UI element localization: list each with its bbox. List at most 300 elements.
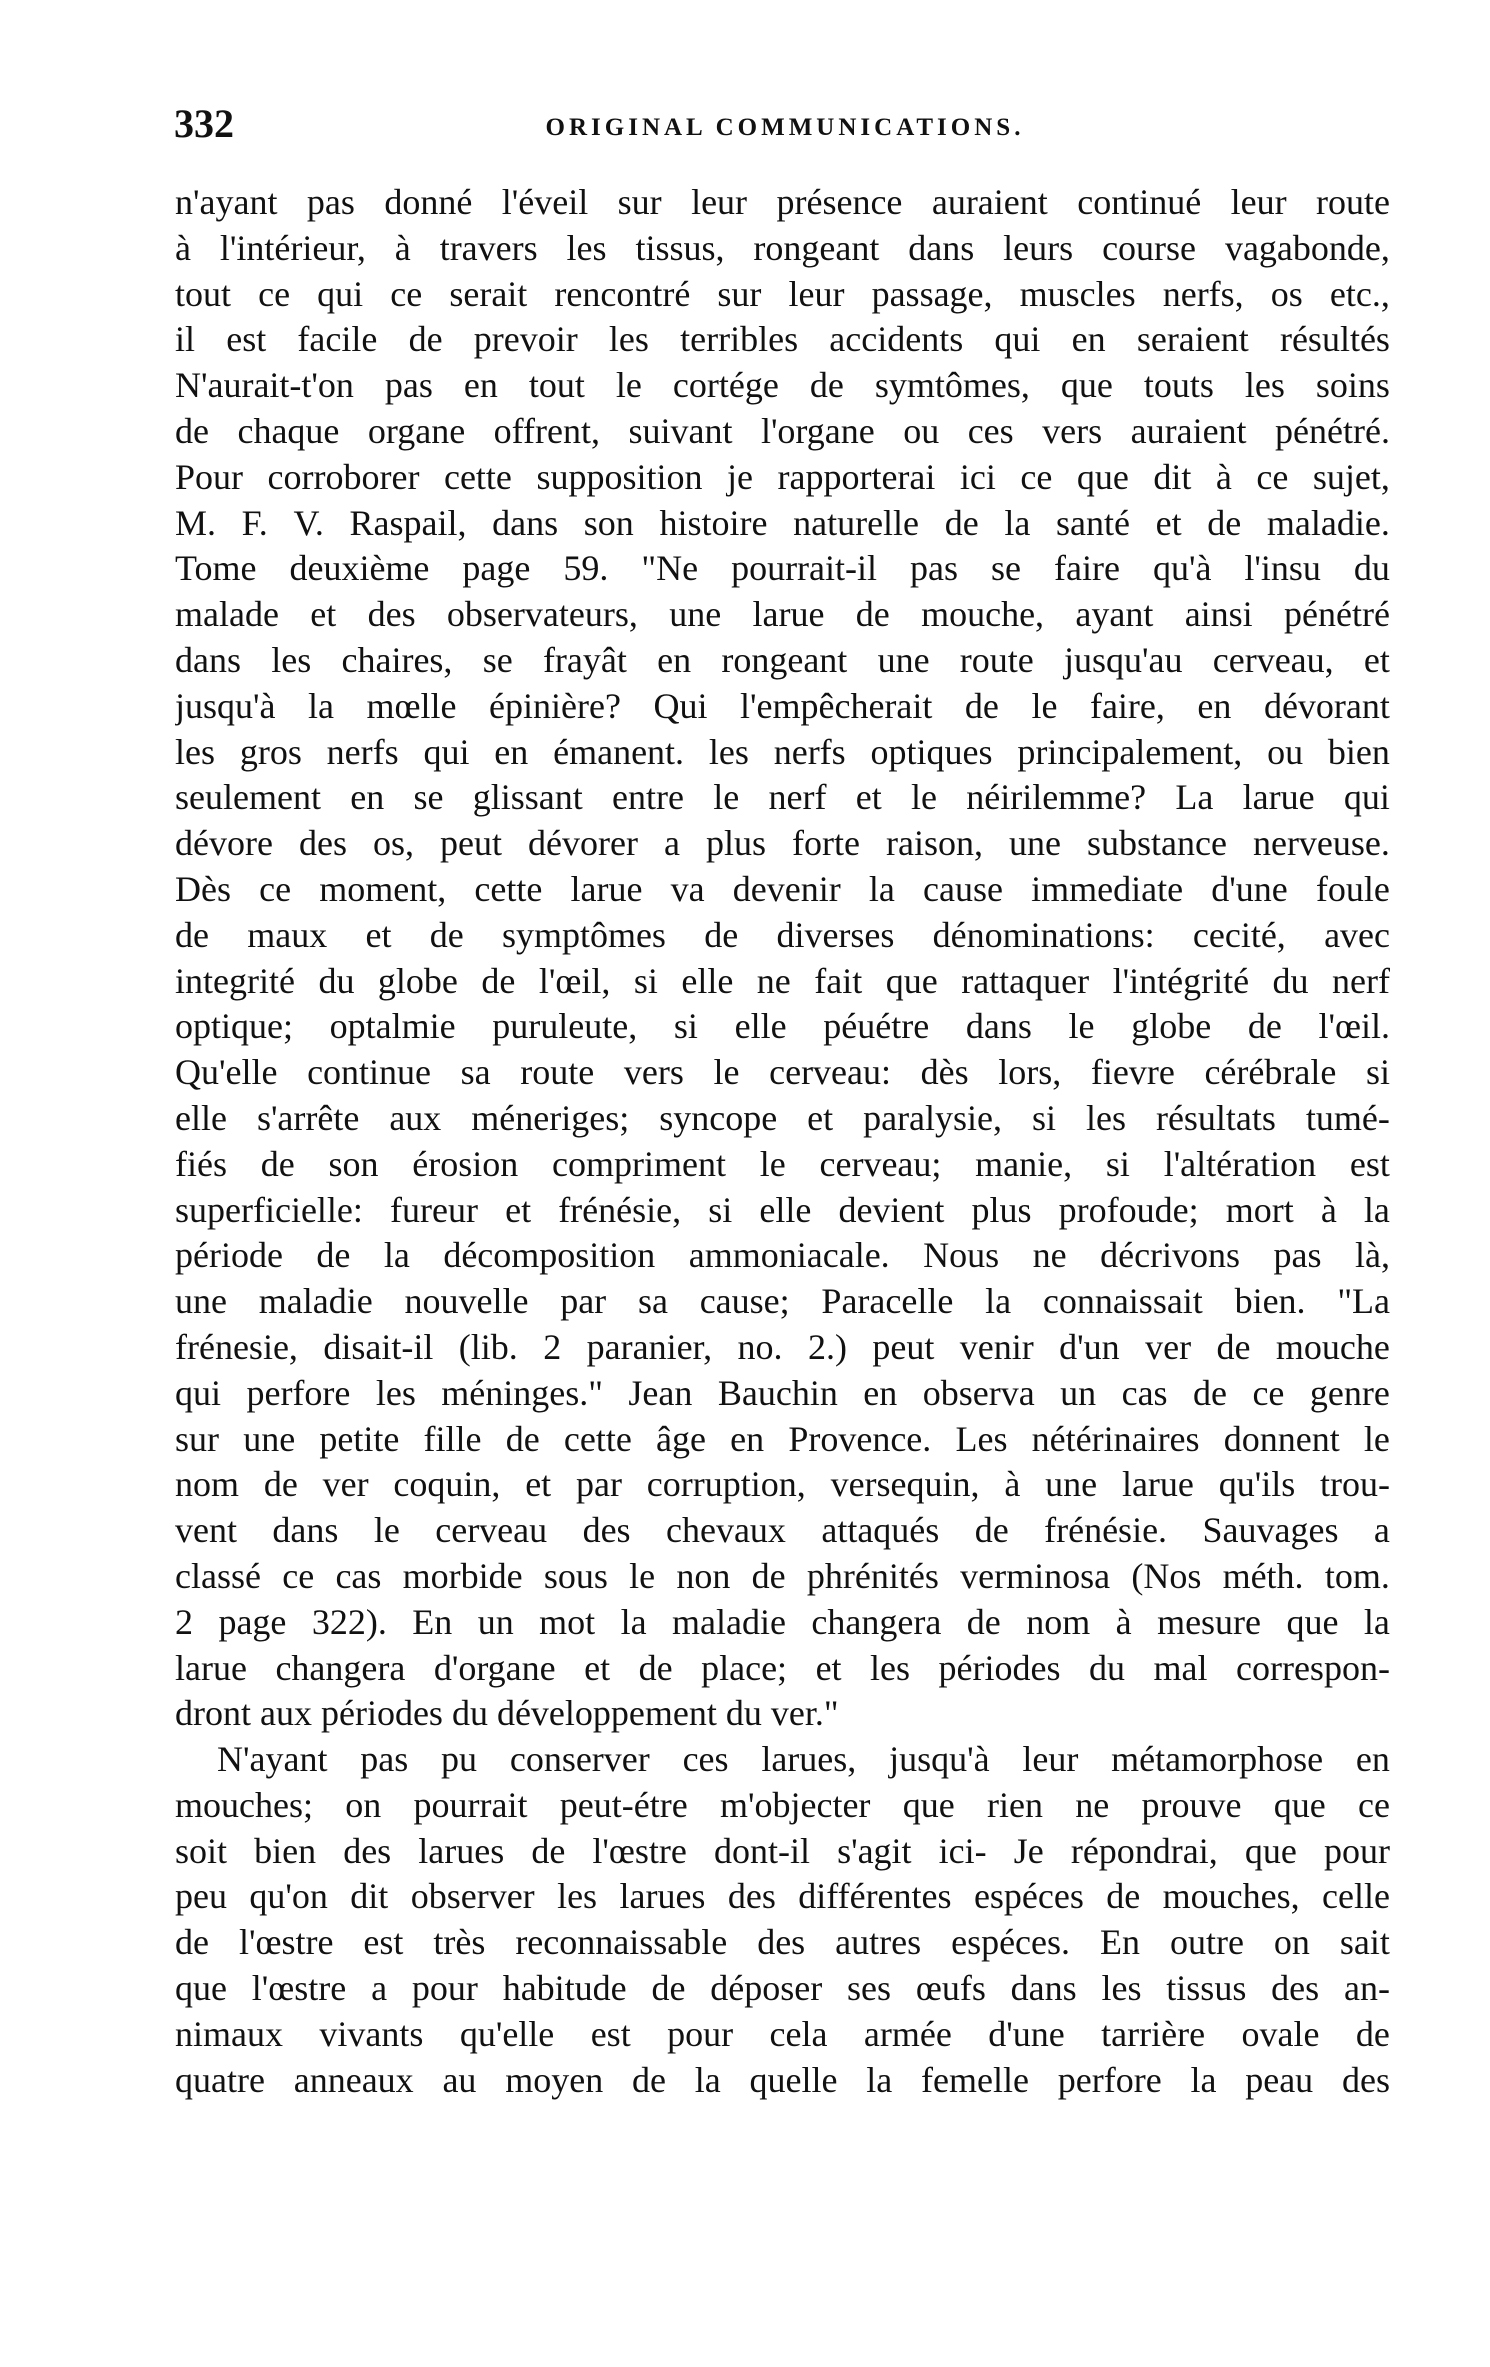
- word: etc.,: [1329, 273, 1390, 314]
- word: qu'à: [1152, 548, 1212, 589]
- word: changera: [811, 1601, 942, 1642]
- word: ammoniacale.: [688, 1235, 890, 1276]
- word: pas: [910, 548, 959, 589]
- word: dans: [1010, 1968, 1077, 2009]
- word: s'arrête: [256, 1097, 360, 1138]
- word: que: [1244, 1830, 1297, 1871]
- word: F.: [241, 502, 268, 543]
- word: sous: [543, 1555, 608, 1596]
- word: le: [1031, 685, 1058, 726]
- word: route: [1316, 182, 1390, 222]
- word: ce: [1358, 1784, 1390, 1825]
- word: leur: [691, 182, 748, 222]
- word: pour: [1323, 1830, 1390, 1871]
- word: la: [1004, 502, 1031, 543]
- word: de: [429, 914, 464, 955]
- word: les: [708, 731, 749, 772]
- word: présence: [776, 182, 903, 222]
- word: sa: [637, 1281, 668, 1322]
- word: immediate: [1031, 868, 1184, 909]
- word: dénominations:: [932, 914, 1155, 955]
- word: quelle: [749, 2059, 838, 2100]
- word: nouvelle: [404, 1281, 529, 1322]
- word: espéces.: [951, 1922, 1071, 1963]
- word: dans: [492, 502, 559, 543]
- word: que: [1076, 456, 1129, 497]
- text-line: [175, 1142, 1390, 1188]
- word: épinière?: [489, 685, 621, 726]
- word: touts: [1143, 365, 1214, 406]
- word: ces: [967, 410, 1014, 451]
- word: en: [494, 731, 529, 772]
- word: s'agit: [837, 1830, 912, 1871]
- word: dront: [175, 1693, 251, 1734]
- word: frénesie,: [175, 1326, 298, 1367]
- word: de: [638, 1647, 673, 1688]
- word: âge: [656, 1418, 706, 1459]
- word: cas: [335, 1555, 382, 1596]
- word: en: [657, 639, 692, 680]
- text-line: [175, 1554, 1390, 1600]
- word: l'insu: [1244, 548, 1321, 589]
- word: ce: [1252, 1372, 1285, 1413]
- text-line: [175, 1004, 1390, 1050]
- word: la: [866, 2059, 893, 2100]
- word: fille: [423, 1418, 482, 1459]
- word: Bauchin: [717, 1372, 838, 1413]
- text-line: [175, 1417, 1390, 1463]
- word: les: [557, 1876, 598, 1917]
- word: que: [1286, 1601, 1339, 1642]
- word: dont-il: [713, 1830, 810, 1871]
- word: Les: [955, 1418, 1008, 1459]
- text-line: [175, 2012, 1390, 2058]
- word: se: [482, 639, 513, 680]
- word: optique;: [175, 1006, 293, 1047]
- word: seraient: [1136, 319, 1249, 360]
- word: ovale: [1241, 2013, 1320, 2054]
- word: peu: [175, 1876, 227, 1917]
- word: qui: [1343, 777, 1390, 818]
- word: dans: [175, 639, 241, 680]
- word: période: [175, 1235, 283, 1276]
- word: continué: [1077, 182, 1202, 222]
- text-line: [175, 1737, 1390, 1783]
- word: du: [1353, 548, 1390, 589]
- word: le: [373, 1510, 400, 1551]
- word: nom: [1026, 1601, 1091, 1642]
- word: suivant: [628, 410, 733, 451]
- word: symtômes,: [874, 365, 1030, 406]
- word: au: [442, 2059, 477, 2100]
- word: larues,: [761, 1739, 857, 1780]
- word: du: [318, 960, 355, 1001]
- word: l'empêcherait: [740, 685, 933, 726]
- word: la: [308, 685, 334, 726]
- word: mouche: [1275, 1326, 1390, 1367]
- word: les: [566, 227, 607, 268]
- word: page: [462, 548, 531, 589]
- word: Nous: [923, 1235, 1000, 1276]
- word: l'organe: [760, 410, 875, 451]
- word: organe: [367, 410, 466, 451]
- page-header: [170, 100, 1400, 160]
- word: versequin,: [830, 1464, 980, 1505]
- word: à: [1004, 1464, 1021, 1505]
- word: autres: [835, 1922, 922, 1963]
- word: entre: [612, 777, 684, 818]
- word: ou: [903, 410, 940, 451]
- word: le: [629, 1555, 656, 1596]
- word: compriment: [552, 1143, 726, 1184]
- word: vent: [175, 1510, 237, 1551]
- word: des: [582, 1510, 631, 1551]
- word: principalement,: [1017, 731, 1243, 772]
- word: observateurs,: [446, 594, 638, 635]
- text-line: [175, 363, 1390, 409]
- word: bien.: [1234, 1281, 1306, 1322]
- word: il: [175, 319, 196, 360]
- text-line: [175, 1050, 1390, 1096]
- word: 2: [543, 1326, 562, 1367]
- word: des: [367, 594, 416, 635]
- word: de: [964, 685, 999, 726]
- word: dévorant: [1263, 685, 1390, 726]
- word: une: [1008, 823, 1061, 864]
- word: qu'on: [249, 1876, 328, 1917]
- word: tarrière: [1101, 2013, 1206, 2054]
- word: sur: [617, 182, 662, 222]
- word: Paracelle: [821, 1281, 954, 1322]
- text-line: [175, 1233, 1390, 1279]
- word: Qu'elle: [175, 1052, 278, 1093]
- word: elle: [734, 1006, 787, 1047]
- text-line: [175, 180, 1390, 226]
- word: pourrait-il: [731, 548, 878, 589]
- word: fievre: [1090, 1052, 1175, 1093]
- word: différentes: [798, 1876, 952, 1917]
- word: de: [751, 1555, 786, 1596]
- word: qui: [317, 273, 364, 314]
- word: optiques: [870, 731, 993, 772]
- word: puruleute,: [492, 1006, 638, 1047]
- word: de: [966, 1601, 1001, 1642]
- word: de: [809, 365, 844, 406]
- word: femelle: [921, 2059, 1029, 2100]
- word: d'une: [1211, 868, 1288, 909]
- word: "La: [1337, 1281, 1390, 1322]
- word: cerveau: [435, 1510, 548, 1551]
- word: sa: [460, 1052, 491, 1093]
- word: tout: [528, 365, 585, 406]
- word: par: [560, 1281, 607, 1322]
- word: facile: [297, 319, 378, 360]
- word: de: [408, 319, 443, 360]
- word: paranier,: [586, 1326, 713, 1367]
- text-line: [175, 775, 1390, 821]
- word: développement: [496, 1693, 717, 1734]
- word: des: [298, 823, 347, 864]
- word: superficielle:: [175, 1189, 363, 1230]
- word: habitude: [502, 1968, 627, 2009]
- text-line: [175, 1874, 1390, 1920]
- word: perfore: [246, 1372, 351, 1413]
- word: la: [383, 1235, 410, 1276]
- text-line: [175, 1279, 1390, 1325]
- word: ce: [390, 273, 423, 314]
- word: maladie: [258, 1281, 373, 1322]
- word: rongeant: [721, 639, 848, 680]
- word: leur: [1230, 182, 1287, 222]
- word: dans: [908, 227, 975, 268]
- word: de: [944, 502, 979, 543]
- word: et: [365, 914, 392, 955]
- word: Jean: [628, 1372, 693, 1413]
- word: mouche,: [921, 594, 1045, 635]
- word: si: [1105, 1143, 1130, 1184]
- word: jusqu'au: [1064, 639, 1183, 680]
- word: "Ne: [641, 548, 699, 589]
- word: de: [1193, 1372, 1227, 1413]
- word: page: [218, 1601, 287, 1642]
- word: et: [1155, 502, 1182, 543]
- word: l'œil.: [1318, 1006, 1390, 1047]
- word: peut: [872, 1326, 935, 1367]
- word: l'éveil: [501, 182, 589, 222]
- word: du: [725, 1693, 762, 1734]
- word: et: [807, 1097, 834, 1138]
- word: péuétre: [823, 1006, 930, 1047]
- word: on: [1273, 1922, 1310, 1963]
- word: ce: [1020, 456, 1053, 497]
- word: l'intérieur,: [219, 227, 366, 268]
- word: espéces: [973, 1876, 1084, 1917]
- word: de: [1216, 1326, 1251, 1367]
- word: place;: [701, 1647, 788, 1688]
- word: aux: [389, 1097, 442, 1138]
- word: de: [974, 1510, 1009, 1551]
- word: de: [1355, 2013, 1390, 2054]
- word: émanent.: [553, 731, 685, 772]
- word: terribles: [680, 319, 799, 360]
- word: travers: [439, 227, 538, 268]
- word: nerf: [1332, 960, 1390, 1001]
- word: genre: [1309, 1372, 1390, 1413]
- text-line: [175, 1371, 1390, 1417]
- text-line: [175, 1188, 1390, 1234]
- word: frénésie.: [1044, 1510, 1168, 1551]
- word: l'œstre: [592, 1830, 687, 1871]
- word: ce: [1256, 456, 1289, 497]
- word: tom.: [1324, 1555, 1390, 1596]
- word: faire,: [1089, 685, 1165, 726]
- word: substance: [1086, 823, 1227, 864]
- word: le: [910, 777, 937, 818]
- text-line: [175, 1829, 1390, 1875]
- word: faire: [1054, 548, 1120, 589]
- word: attaqués: [821, 1510, 940, 1551]
- word: En: [1100, 1922, 1140, 1963]
- word: un: [1060, 1372, 1097, 1413]
- word: que: [175, 1968, 227, 2009]
- word: les: [1101, 1968, 1142, 2009]
- word: et: [310, 594, 337, 635]
- text-line: [175, 867, 1390, 913]
- word: offrent,: [493, 410, 600, 451]
- word: qui: [423, 731, 470, 772]
- word: de: [505, 1418, 540, 1459]
- word: des: [1341, 2059, 1390, 2100]
- word: larues: [418, 1830, 505, 1871]
- text-line: [175, 455, 1390, 501]
- word: se: [413, 777, 444, 818]
- word: une: [175, 1281, 227, 1322]
- word: donnent: [1223, 1418, 1340, 1459]
- word: un: [477, 1601, 514, 1642]
- word: leurs: [1003, 227, 1074, 268]
- word: et: [505, 1189, 532, 1230]
- text-line: [175, 1600, 1390, 1646]
- word: le: [615, 365, 642, 406]
- page-number: 332: [174, 101, 234, 146]
- word: résultats: [1155, 1097, 1276, 1138]
- word: qui: [175, 1372, 222, 1413]
- word: ces: [682, 1739, 729, 1780]
- word: ver: [322, 1464, 369, 1505]
- word: l'œstre: [251, 1968, 347, 2009]
- word: tissus,: [635, 227, 725, 268]
- text-line: [175, 1462, 1390, 1508]
- word: non: [676, 1555, 731, 1596]
- word: ayant: [1075, 594, 1154, 635]
- word: nom: [175, 1464, 240, 1505]
- word: changera: [275, 1647, 406, 1688]
- word: manie,: [975, 1143, 1073, 1184]
- word: bien: [254, 1830, 317, 1871]
- word: fait: [814, 960, 863, 1001]
- word: corroborer: [267, 456, 420, 497]
- word: Je: [1013, 1830, 1044, 1871]
- word: passage,: [871, 273, 993, 314]
- word: peut-étre: [559, 1784, 688, 1825]
- word: 2.): [807, 1326, 847, 1367]
- word: pas: [306, 182, 355, 222]
- word: continue: [307, 1052, 432, 1093]
- word: Raspail,: [349, 502, 467, 543]
- word: avec: [1324, 914, 1390, 955]
- word: est: [226, 319, 267, 360]
- word: donné: [384, 182, 473, 222]
- word: en: [1197, 685, 1232, 726]
- word: sur: [717, 273, 762, 314]
- word: métamorphose: [1111, 1739, 1324, 1780]
- word: correspon-: [1236, 1647, 1390, 1688]
- word: de: [651, 1968, 686, 2009]
- word: des: [1271, 1968, 1320, 2009]
- word: larue: [175, 1647, 247, 1688]
- word: a: [1373, 1510, 1390, 1551]
- word: la: [1363, 1601, 1390, 1642]
- word: la: [1190, 2059, 1217, 2100]
- word: pas: [1273, 1235, 1322, 1276]
- word: devient: [838, 1189, 945, 1230]
- word: pénétré.: [1275, 410, 1390, 451]
- text-line: [175, 959, 1390, 1005]
- word: V.: [293, 502, 324, 543]
- word: seulement: [175, 777, 321, 818]
- word: morbide: [402, 1555, 523, 1596]
- word: soins: [1315, 365, 1390, 406]
- word: en: [863, 1372, 898, 1413]
- word: sur: [175, 1418, 219, 1459]
- word: peau: [1245, 2059, 1314, 2100]
- word: serait: [449, 273, 528, 314]
- text-line: [175, 913, 1390, 959]
- word: cause: [923, 868, 1003, 909]
- word: et: [584, 1647, 611, 1688]
- word: trou-: [1320, 1464, 1390, 1505]
- word: ver: [1145, 1326, 1192, 1367]
- word: larue: [570, 868, 643, 909]
- word: disait-il: [323, 1326, 434, 1367]
- word: globe: [377, 960, 458, 1001]
- word: des: [343, 1830, 392, 1871]
- word: m'objecter: [720, 1784, 871, 1825]
- word: forte: [792, 823, 860, 864]
- word: maladie: [672, 1601, 786, 1642]
- word: tumé-: [1305, 1097, 1390, 1138]
- word: la: [620, 1601, 647, 1642]
- text-line: [175, 730, 1390, 776]
- word: méneriges;: [471, 1097, 630, 1138]
- word: les: [375, 1372, 416, 1413]
- word: aux: [260, 1693, 312, 1734]
- word: accidents: [829, 319, 964, 360]
- word: naturelle: [793, 502, 920, 543]
- word: santé: [1055, 502, 1130, 543]
- word: qu'elle: [459, 2013, 555, 2054]
- word: devenir: [732, 868, 841, 909]
- word: nerf: [768, 777, 827, 818]
- word: de: [263, 1464, 298, 1505]
- word: bien: [1327, 731, 1390, 772]
- word: cas: [1121, 1372, 1168, 1413]
- word: de: [704, 914, 739, 955]
- word: corruption,: [646, 1464, 806, 1505]
- word: si: [633, 960, 658, 1001]
- word: une: [877, 639, 930, 680]
- word: syncope: [659, 1097, 778, 1138]
- word: cerveau;: [819, 1143, 942, 1184]
- word: son: [328, 1143, 379, 1184]
- word: de: [481, 960, 516, 1001]
- word: pu: [441, 1739, 478, 1780]
- word: n'ayant: [175, 182, 278, 222]
- word: les: [1244, 365, 1285, 406]
- word: perfore: [1057, 2059, 1162, 2100]
- word: et: [1363, 639, 1390, 680]
- word: plus: [705, 823, 766, 864]
- word: sait: [1339, 1922, 1390, 1963]
- word: des: [727, 1876, 776, 1917]
- word: os,: [372, 823, 414, 864]
- word: auraient: [1130, 410, 1247, 451]
- word: La: [1175, 777, 1214, 818]
- word: a: [663, 823, 680, 864]
- word: dit: [1153, 456, 1192, 497]
- word: répondrai,: [1070, 1830, 1218, 1871]
- word: coquin,: [393, 1464, 501, 1505]
